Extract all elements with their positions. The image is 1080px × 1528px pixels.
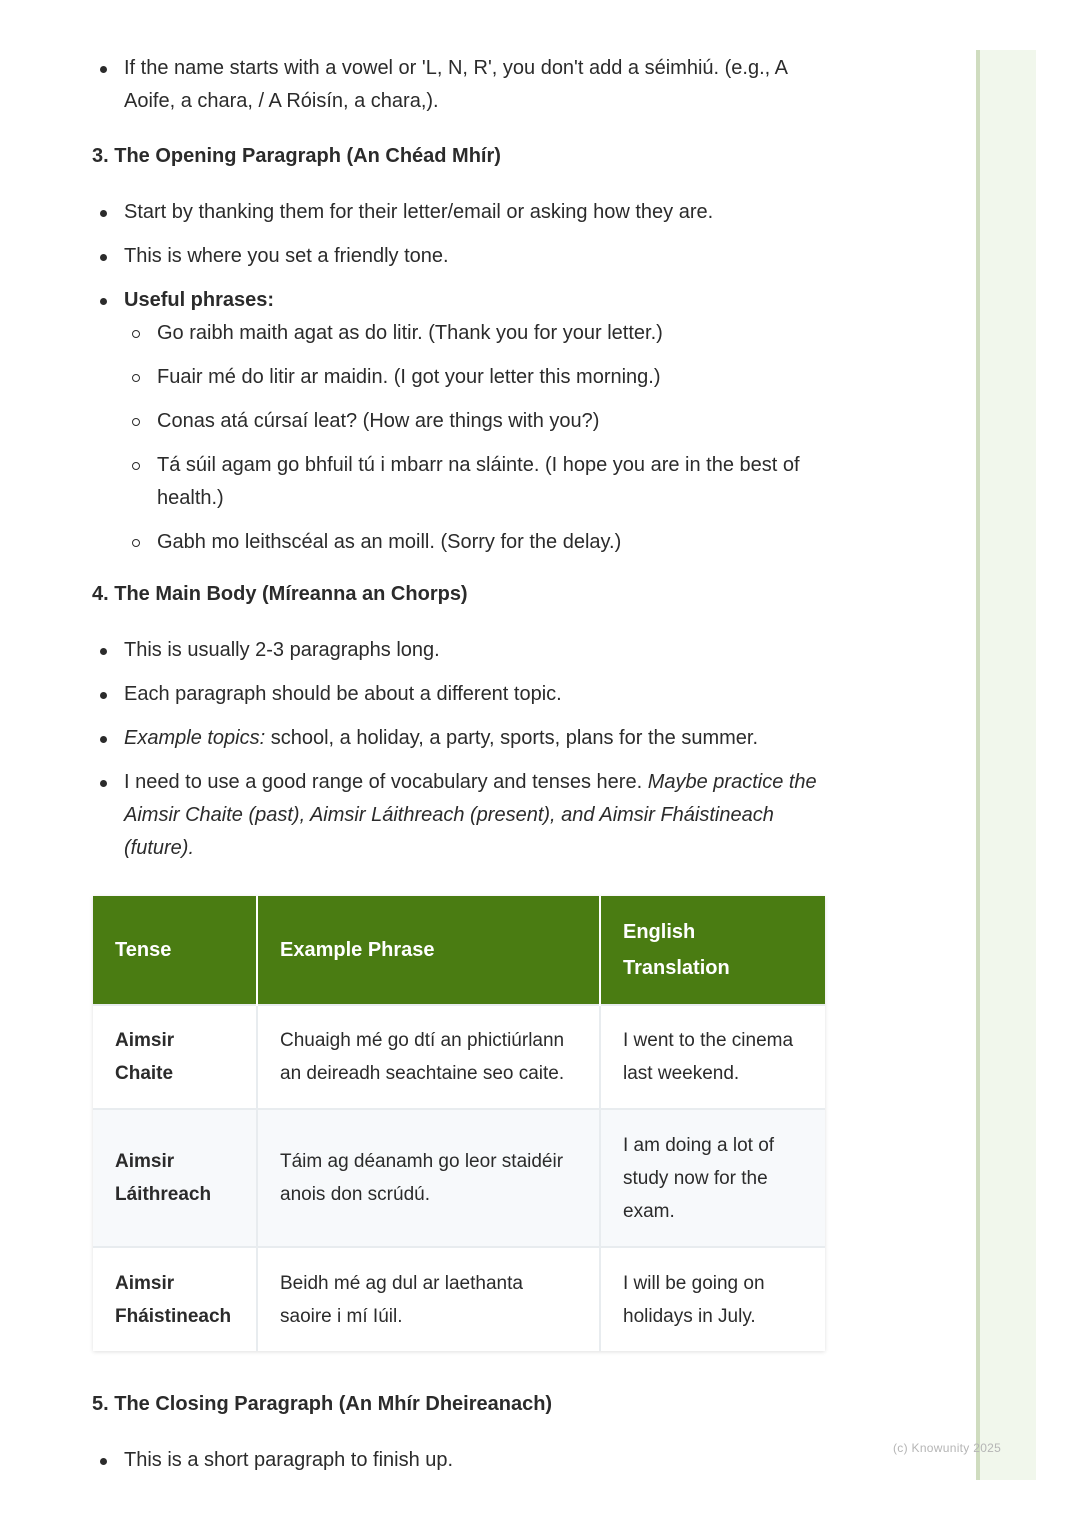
bullet-text: If the name starts with a vowel or 'L, N, R', you don't add a séimhiú. (e.g., A Aoife, a chara, / A Róisín, a chara,).	[124, 57, 787, 112]
bullet-dot	[100, 254, 107, 261]
table-header-row	[93, 896, 825, 1005]
table-row	[93, 1005, 825, 1109]
bullet-dot	[100, 1458, 107, 1465]
phrase-text: Conas atá cúrsaí leat? (How are things with you?)	[157, 410, 600, 432]
translation-cell: I will be going on holidays in July.	[600, 1247, 825, 1351]
phrase-cell: Chuaigh mé go dtí an phictiúrlann an deireadh seachtaine seo caite.	[257, 1005, 600, 1109]
topics-text: school, a holiday, a party, sports, plans for the summer.	[265, 727, 758, 749]
tense-cell: Aimsir Fháistineach	[93, 1247, 257, 1351]
header-cell: Example Phrase	[257, 896, 600, 1005]
circle-bullet	[132, 330, 140, 338]
bullet-dot	[100, 648, 107, 655]
phrase-item	[124, 361, 832, 394]
section3-heading: 3. The Opening Paragraph (An Chéad Mhír)	[92, 145, 501, 167]
section3-list	[92, 196, 832, 570]
phrase-text: Go raibh maith agat as do litir. (Thank you for your letter.)	[157, 322, 663, 344]
section4-list	[92, 634, 832, 876]
circle-bullet	[132, 374, 140, 382]
list-item	[92, 766, 832, 865]
phrase-text: Fuair mé do litir ar maidin. (I got your letter this morning.)	[157, 366, 661, 388]
tense-cell: Aimsir Láithreach	[93, 1109, 257, 1247]
watermark: (c) Knowunity 2025	[893, 1441, 1002, 1455]
phrase-cell: Táim ag déanamh go leor staidéir anois don scrúdú.	[257, 1109, 600, 1247]
bullet-dot	[100, 210, 107, 217]
phrase-text: Gabh mo leithscéal as an moill. (Sorry for the delay.)	[157, 531, 622, 553]
translation-cell: I am doing a lot of study now for the exam.	[600, 1109, 825, 1247]
list-item	[92, 52, 832, 118]
topics-label: Example topics:	[124, 727, 266, 749]
circle-bullet	[132, 462, 140, 470]
bullet-dot	[100, 692, 107, 699]
bullet-text: This is usually 2-3 paragraphs long.	[124, 639, 440, 661]
list-item	[92, 634, 832, 667]
circle-bullet	[132, 539, 140, 547]
translation-cell: I went to the cinema last weekend.	[600, 1005, 825, 1109]
list-item	[92, 678, 832, 711]
vocab-text: I need to use a good range of vocabulary and tenses here.	[124, 771, 648, 793]
bullet-text: Each paragraph should be about a different topic.	[124, 683, 562, 705]
phrase-cell: Beidh mé ag dul ar laethanta saoire i mí Iúil.	[257, 1247, 600, 1351]
header-cell: Tense	[93, 896, 257, 1005]
bullet-dot	[100, 780, 107, 787]
list-item	[92, 284, 832, 559]
list-item	[92, 722, 832, 755]
phrases-list	[124, 317, 832, 559]
bullet-dot	[100, 736, 107, 743]
list-item	[92, 196, 832, 229]
side-strip	[976, 50, 1036, 1480]
circle-bullet	[132, 418, 140, 426]
useful-phrases-label: Useful phrases:	[124, 289, 275, 311]
vocab-italic: Maybe practice the Aimsir Chaite (past), Aimsir Láithreach (present), and Aimsir Fháistineach (future).	[124, 771, 817, 859]
bullet-dot	[100, 298, 107, 305]
section5-list	[92, 1444, 832, 1488]
bullet-text: This is a short paragraph to finish up.	[124, 1449, 454, 1471]
header-cell: English Translation	[600, 896, 825, 1005]
phrase-item	[124, 526, 832, 559]
table-row	[93, 1109, 825, 1247]
list-item	[92, 240, 832, 273]
section5-heading: 5. The Closing Paragraph (An Mhír Dheireanach)	[92, 1393, 553, 1415]
phrase-item	[124, 317, 832, 350]
bullet-text: This is where you set a friendly tone.	[124, 245, 449, 267]
table-row	[93, 1247, 825, 1351]
tense-cell: Aimsir Chaite	[93, 1005, 257, 1109]
tense-table	[93, 896, 825, 1351]
bullet-text: Start by thanking them for their letter/email or asking how they are.	[124, 201, 714, 223]
phrase-item	[124, 449, 832, 515]
phrase-item	[124, 405, 832, 438]
section4-heading: 4. The Main Body (Míreanna an Chorps)	[92, 583, 468, 605]
bullet-dot	[100, 66, 107, 73]
phrase-text: Tá súil agam go bhfuil tú i mbarr na sláinte. (I hope you are in the best of health.)	[157, 454, 800, 509]
list-item	[92, 1444, 832, 1477]
section2-list	[92, 52, 832, 129]
